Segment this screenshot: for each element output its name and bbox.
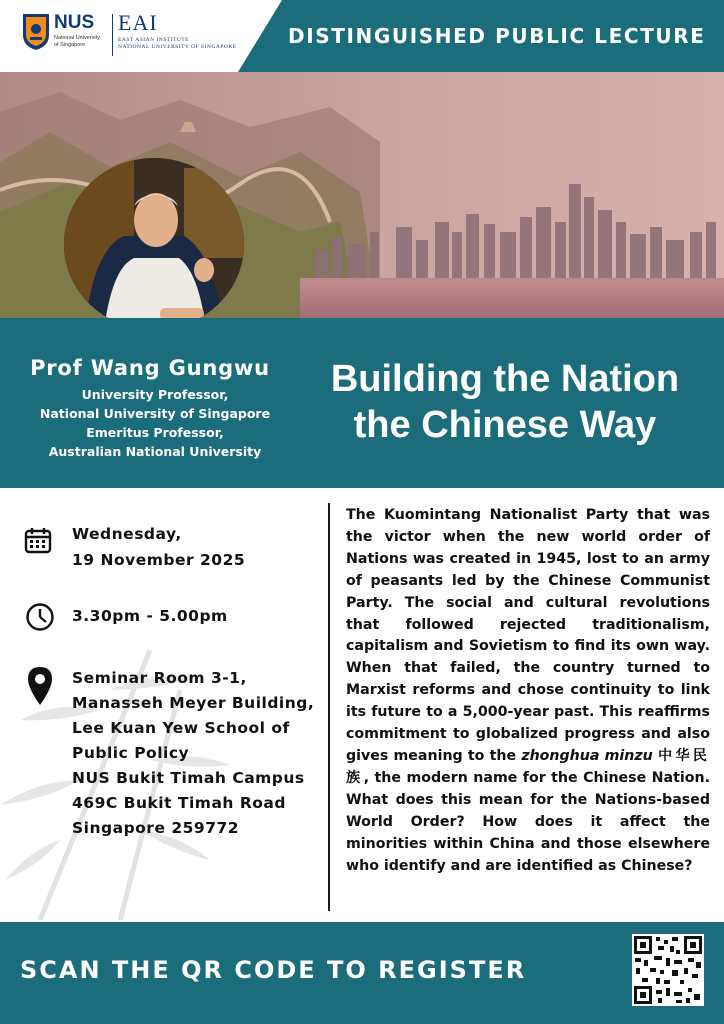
venue-line-4: Public Policy — [72, 744, 190, 762]
time-text: 3.30pm - 5.00pm — [72, 607, 228, 625]
speaker-affiliation-4: Australian National University — [48, 444, 262, 459]
speaker-portrait — [64, 158, 244, 330]
speaker-affiliation-3: Emeritus Professor, — [86, 425, 224, 440]
abstract-italic-term: zhonghua minzu — [521, 747, 653, 764]
nus-logo-text: NUS — [54, 12, 95, 33]
speaker-affiliation-1: University Professor, — [81, 387, 229, 402]
abstract-part2: , the modern name for the Chinese Nation. What does this mean for the Nations-based World Order? How does it affect the minorities within China and those elsewhere who identify and are identified as Chinese? — [346, 769, 710, 874]
nus-crest-logo — [22, 13, 50, 51]
abstract-part1: The Kuomintang Nationalist Party that was the victor when the new world order of Nations was created in 1945, lost to an army of peasants led by the Chinese Communist Party. The social and cultural revolutions that followed rejected traditionalism, capitalism and Sovietism to find its own way. When that failed, the country turned to Marxist reforms and chose continuity to link its future to a 5,000-year past. This reaffirms commitment to globalized progress and also gives meaning to the — [346, 507, 710, 764]
logo-divider — [112, 14, 113, 56]
venue-line-2: Manasseh Meyer Building, — [72, 694, 315, 712]
nus-logo-sub1: National University — [54, 35, 100, 41]
eai-logo-sub2: NATIONAL UNIVERSITY OF SINGAPORE — [118, 44, 237, 50]
venue-line-6: 469C Bukit Timah Road — [72, 794, 286, 812]
date-line2: 19 November 2025 — [72, 551, 246, 569]
abstract-chinese-term: 中华民族 — [346, 747, 710, 786]
lecture-title-line2: the Chinese Way — [353, 404, 657, 446]
lecture-abstract — [346, 505, 710, 877]
location-pin-icon — [27, 666, 53, 706]
nus-logo-sub2: of Singapore — [54, 42, 86, 48]
header-title: DISTINGUISHED PUBLIC LECTURE — [288, 24, 706, 48]
venue-line-1: Seminar Room 3-1, — [72, 669, 247, 687]
qr-code[interactable] — [632, 934, 704, 1006]
calendar-icon — [24, 526, 52, 554]
speaker-affiliation-2: National University of Singapore — [39, 406, 271, 421]
register-cta: SCAN THE QR CODE TO REGISTER — [20, 956, 527, 984]
venue-line-5: NUS Bukit Timah Campus — [72, 769, 305, 787]
eai-logo-sub1: EAST ASIAN INSTITUTE — [118, 37, 190, 43]
qr-code-pattern — [632, 934, 704, 1006]
lecture-title-line1: Building the Nation — [330, 358, 680, 400]
eai-logo-text: EAI — [118, 10, 158, 35]
date-line1: Wednesday, — [72, 525, 182, 543]
speaker-name: Prof Wang Gungwu — [30, 356, 270, 380]
venue-line-7: Singapore 259772 — [72, 819, 240, 837]
clock-icon — [25, 602, 55, 632]
info-band — [0, 318, 724, 488]
venue-line-3: Lee Kuan Yew School of — [72, 719, 290, 737]
column-divider — [328, 503, 330, 911]
